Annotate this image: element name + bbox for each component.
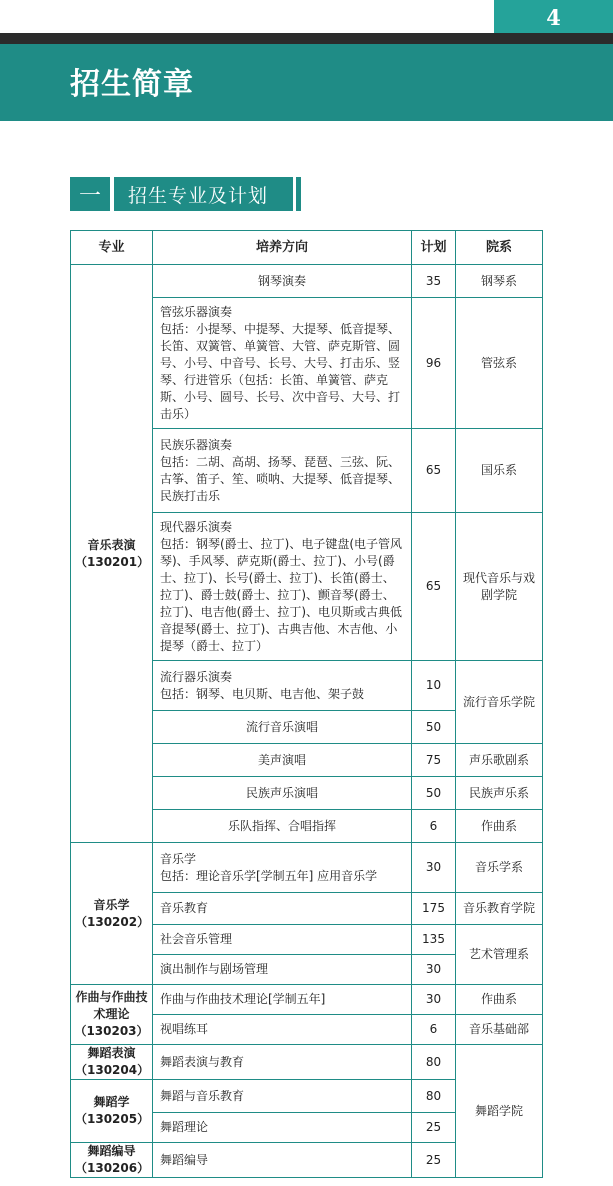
plan-cell: 30 [412, 955, 456, 985]
major-name: 舞蹈编导 [87, 1144, 136, 1158]
direction-cell: 管弦乐器演奏 包括：小提琴、中提琴、大提琴、低音提琴、长笛、双簧管、单簧管、大管、萨克斯管、圆号、小号、中音号、长号、大号、打击乐、竖琴、行进管乐（包括：长笛、单簧管、萨克斯、小号、圆号、长号、次中音号、大号、打击乐） [153, 298, 412, 429]
header-department: 院系 [456, 231, 543, 265]
direction-cell: 美声演唱 [153, 744, 412, 777]
major-name: 音乐表演 [87, 537, 136, 552]
header-direction: 培养方向 [153, 231, 412, 265]
department-cell: 管弦系 [456, 298, 543, 429]
table-row [71, 843, 543, 893]
table-header-row [71, 231, 543, 265]
direction-cell: 视唱练耳 [153, 1015, 412, 1045]
section-end-bar [296, 177, 301, 211]
table-row [71, 985, 543, 1015]
table-row [71, 265, 543, 298]
department-cell: 国乐系 [456, 429, 543, 513]
table-row [71, 1045, 543, 1080]
department-cell: 流行音乐学院 [456, 661, 543, 744]
plan-cell: 35 [412, 265, 456, 298]
department-cell: 钢琴系 [456, 265, 543, 298]
major-cell [71, 265, 153, 843]
department-cell: 音乐学系 [456, 843, 543, 893]
enrollment-plan-table [70, 230, 543, 1178]
major-name: 舞蹈表演 [87, 1046, 136, 1060]
major-code: （130204） [75, 1063, 150, 1077]
direction-cell: 乐队指挥、合唱指挥 [153, 810, 412, 843]
section-number: 一 [70, 177, 110, 211]
plan-cell: 50 [412, 711, 456, 744]
direction-cell: 舞蹈编导 [153, 1143, 412, 1178]
direction-cell: 作曲与作曲技术理论[学制五年] [153, 985, 412, 1015]
department-cell: 舞蹈学院 [456, 1045, 543, 1178]
department-cell: 作曲系 [456, 810, 543, 843]
department-cell: 音乐基础部 [456, 1015, 543, 1045]
plan-cell: 65 [412, 429, 456, 513]
plan-cell: 135 [412, 925, 456, 955]
department-cell: 声乐歌剧系 [456, 744, 543, 777]
department-cell: 作曲系 [456, 985, 543, 1015]
plan-cell: 175 [412, 893, 456, 925]
major-cell [71, 985, 153, 1045]
major-name: 舞蹈学 [93, 1095, 130, 1109]
major-name: 作曲与作曲技术理论 [75, 990, 148, 1021]
major-cell [71, 1080, 153, 1143]
direction-cell: 音乐教育 [153, 893, 412, 925]
plan-cell: 80 [412, 1080, 456, 1113]
department-cell: 艺术管理系 [456, 925, 543, 985]
department-cell: 现代音乐与戏剧学院 [456, 513, 543, 661]
major-code: （130206） [75, 1161, 150, 1175]
direction-cell: 钢琴演奏 [153, 265, 412, 298]
direction-cell: 音乐学 包括：理论音乐学[学制五年] 应用音乐学 [153, 843, 412, 893]
direction-cell: 民族乐器演奏 包括：二胡、高胡、扬琴、琵琶、三弦、阮、古筝、笛子、笙、唢呐、大提琴、低音提琴、民族打击乐 [153, 429, 412, 513]
major-cell [71, 1045, 153, 1080]
direction-cell: 流行器乐演奏 包括：钢琴、电贝斯、电吉他、架子鼓 [153, 661, 412, 711]
major-name: 音乐学 [93, 897, 130, 912]
header-plan: 计划 [412, 231, 456, 265]
direction-cell: 现代器乐演奏 包括：钢琴(爵士、拉丁)、电子键盘(电子管风琴)、手风琴、萨克斯(爵士、拉丁)、小号(爵士、拉丁)、长号(爵士、拉丁)、长笛(爵士、拉丁)、爵士鼓(爵士、拉丁)、颤音琴(爵士、拉丁)、电吉他(爵士、拉丁)、电贝斯或古典低音提琴(爵士、拉丁)、古典吉他、木吉他、小提琴（爵士、拉丁） [153, 513, 412, 661]
direction-cell: 社会音乐管理 [153, 925, 412, 955]
plan-cell: 80 [412, 1045, 456, 1080]
plan-cell: 50 [412, 777, 456, 810]
plan-cell: 25 [412, 1143, 456, 1178]
plan-cell: 6 [412, 1015, 456, 1045]
section-title: 招生专业及计划 [114, 177, 293, 211]
section-heading [70, 177, 302, 211]
top-divider-bar [0, 33, 613, 44]
major-code: （130205） [75, 1112, 150, 1126]
department-cell: 音乐教育学院 [456, 893, 543, 925]
major-cell [71, 843, 153, 985]
direction-cell: 舞蹈表演与教育 [153, 1045, 412, 1080]
major-code: （130203） [74, 1024, 149, 1038]
direction-cell: 舞蹈与音乐教育 [153, 1080, 412, 1113]
plan-cell: 10 [412, 661, 456, 711]
major-code: （130202） [75, 914, 150, 929]
direction-cell: 演出制作与剧场管理 [153, 955, 412, 985]
page-title: 招生简章 [70, 67, 194, 102]
header-major: 专业 [71, 231, 153, 265]
department-cell: 民族声乐系 [456, 777, 543, 810]
plan-cell: 75 [412, 744, 456, 777]
direction-cell: 流行音乐演唱 [153, 711, 412, 744]
plan-cell: 65 [412, 513, 456, 661]
plan-cell: 96 [412, 298, 456, 429]
direction-cell: 舞蹈理论 [153, 1113, 412, 1143]
plan-cell: 25 [412, 1113, 456, 1143]
plan-cell: 30 [412, 985, 456, 1015]
direction-cell: 民族声乐演唱 [153, 777, 412, 810]
major-cell [71, 1143, 153, 1178]
major-code: （130201） [75, 554, 150, 569]
plan-cell: 30 [412, 843, 456, 893]
page-number: 4 [494, 0, 613, 35]
plan-cell: 6 [412, 810, 456, 843]
